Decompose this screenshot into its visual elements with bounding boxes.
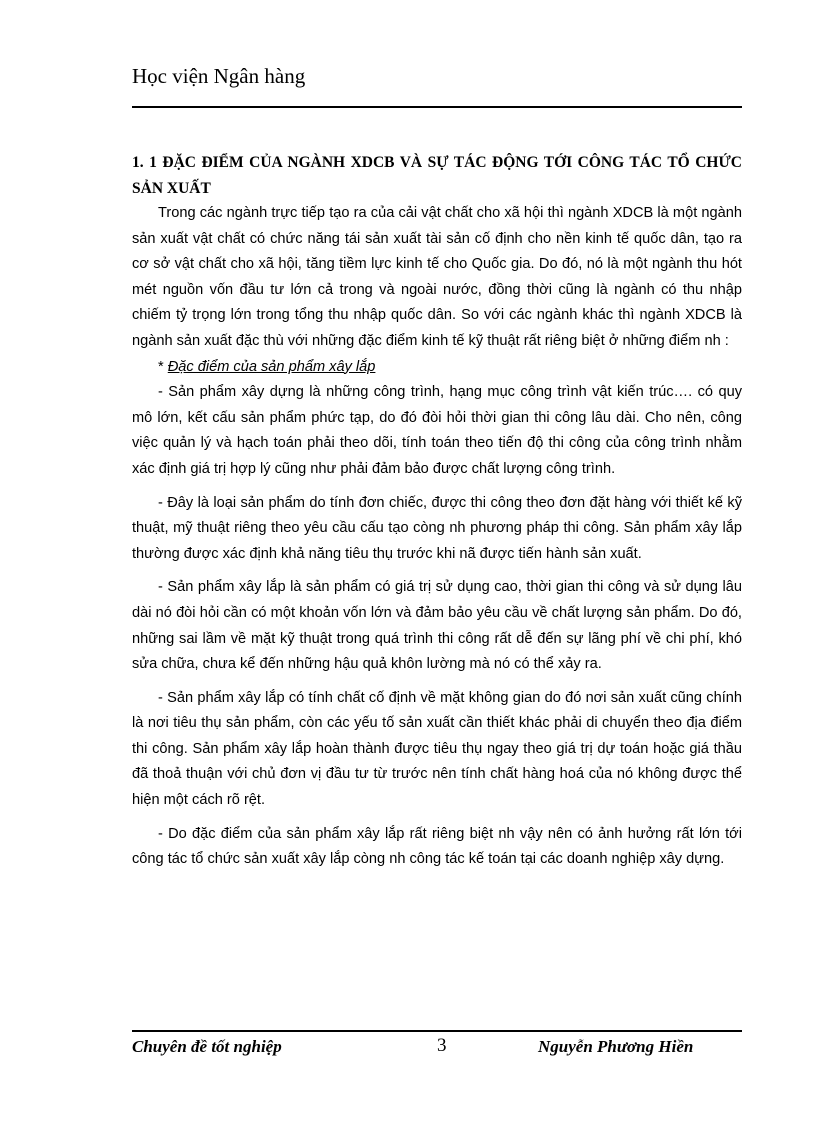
footer-author: Nguyễn Phương Hiền [538,1037,694,1056]
header-divider [132,106,742,108]
subhead-bullet: * [158,358,168,375]
subhead-line [132,355,742,381]
section-title: 1. 1 ĐẶC ĐIỂM CỦA NGÀNH XDCB VÀ SỰ TÁC ĐỘNG TỚI CÔNG TÁC TỔ CHỨC SẢN XUẤT [132,154,742,197]
paragraph-1: - Sản phẩm xây dựng là những công trình, hạng mục công trình vật kiến trúc…. có quy mô lớn, kết cấu sản phẩm phức tạp, do đó đòi hỏi thời gian thi công lâu dài. Cho nên, công việc quản lý và hạch toán phải theo dõi, tính toán theo tiến độ thi công của công trình nhằm xác định giá trị hợp lý cũng như phải đảm bảo được chất lượng công trình. [132,384,742,477]
subhead-product-features: Đặc điểm của sản phẩm xây lắp [167,358,376,375]
paragraph-4: - Sản phẩm xây lắp có tính chất cố định về mặt không gian do đó nơi sản xuất cũng chính là nơi tiêu thụ sản phẩm, còn các yếu tố sản xuất cần thiết khác phải di chuyển theo địa điểm thi công. Sản phẩm xây lắp hoàn thành được tiêu thụ ngay theo giá trị dự toán hoặc giá thầu đã thoả thuận với chủ đơn vị đầu tư từ trước nên tính chất hàng hoá của nó không được thể hiện một cách rõ rệt. [132,689,742,809]
paragraph-intro: Trong các ngành trực tiếp tạo ra của cải vật chất cho xã hội thì ngành XDCB là một ngành sản xuất vật chất có chức năng tái sản xuất tài sản cố định cho nền kinh tế quốc dân, tạo ra cơ sở vật chất cho xã hội, tăng tiềm lực kinh tế cho Quốc gia. Do đó, nó là một ngành thu hót mét nguồn vốn đầu tư lớn cả trong và ngoài nước, đồng thời cũng là ngành có thu nhập chiếm tỷ trọng lớn trong tổng thu nhập quốc dân. So với các ngành khác thì ngành XDCB là ngành sản xuất đặc thù với những đặc điểm kinh tế kỹ thuật rất riêng biệt ở những điểm nh : [132,205,742,349]
paragraph-3: - Sản phẩm xây lắp là sản phẩm có giá trị sử dụng cao, thời gian thi công và sử dụng lâu dài nó đòi hỏi cần có một khoản vốn lớn và đảm bảo yêu cầu về chất lượng sản phẩm. Do đó, những sai lầm về mặt kỹ thuật trong quá trình thi công rất dễ đến sự lãng phí về chi phí, khó sửa chữa, chưa kể đến những hậu quả khôn lường mà nó có thể xảy ra. [132,579,742,673]
page-header-title: Học viện Ngân hàng [132,64,306,88]
footer-document-type: Chuyên đề tốt nghiệp [132,1037,282,1056]
document-body [132,201,742,873]
page-number: 3 [437,1035,447,1056]
paragraph-5: - Do đặc điểm của sản phẩm xây lắp rất riêng biệt nh vậy nên có ảnh hưởng rất lớn tới công tác tổ chức sản xuất xây lắp còng nh công tác kế toán tại các doanh nghiệp xây dựng. [132,825,742,868]
footer-divider [132,1030,742,1032]
paragraph-2: - Đây là loại sản phẩm do tính đơn chiếc, được thi công theo đơn đặt hàng với thiết kế kỹ thuật, mỹ thuật riêng theo yêu cầu cấu tạo còng nh phương pháp thi công. Sản phẩm xây lắp thường được xác định khả năng tiêu thụ trước khi nã được tiến hành sản xuất. [132,494,742,562]
